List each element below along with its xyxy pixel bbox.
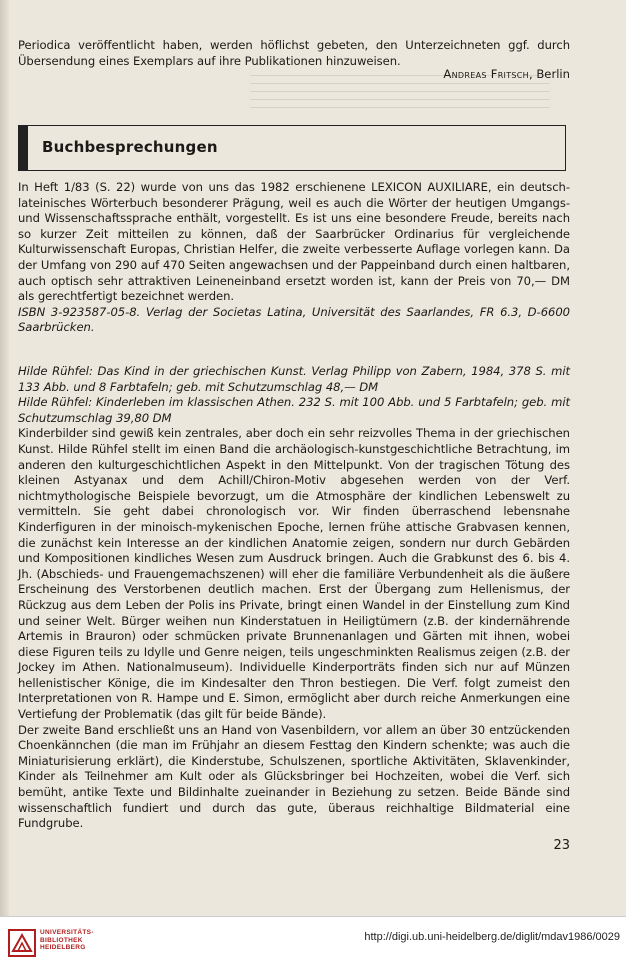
review-lexicon-body: In Heft 1/83 (S. 22) wurde von uns das 1982 erschienene LEXICON AUXILIARE, ein deutsch-lateinisches Wörterbuch besonderer Prägung, weil es auch die Wörter der heutigen Umgangs- und Wissenschaftssprache enthält, vorgestellt. Es ist uns eine besondere Freude, bereits nach so kurzer Zeit mitteilen zu können, daß der Saarbrücker Ordinarius für vergleichende Kulturwissenschaft Europas, Christian Helfer, die zweite verbesserte Auflage vorlegen kann. Da der Umfang von 290 auf 470 Seiten angewachsen und der Pappeinband durch einen haltbaren, auch optisch sehr attraktiven Leineneinband ersetzt worden ist, kann der Preis von 70,— DM als gerechtfertigt bezeichnet werden.: [18, 180, 570, 304]
page-number: 23: [553, 838, 570, 853]
intro-paragraph: Periodica veröffentlicht haben, werden höflichst gebeten, den Unterzeichneten ggf. durch Übersendung eines Exemplars auf ihre Publikationen hinzuweisen.: [18, 38, 570, 68]
signature-place: , Berlin: [528, 67, 570, 81]
review-ruehfel-para1: Kinderbilder sind gewiß kein zentrales, aber doch ein sehr reizvolles Thema in der griechischen Kunst. Hilde Rühfel stellt im einen Band die archäologisch-kunstgeschichtliche Betrachtung, im anderen den kulturgeschichtlichen Aspekt in den Mittelpunkt. Von der tragischen Tötung des kleinen Astyanax und dem Achill/Chiron-Motiv abgesehen werden von der Verf. nichtmythologische Beispiele bevorzugt, um die Atmosphäre der kindlichen Lebenswelt zu vermitteln. Sie geht dabei chronologisch vor. Wir finden überraschend lebensnahe Kinderfiguren in der minoisch-mykenischen Epoche, lernen frühe attische Grabvasen kennen, die zunächst kein Interesse an der kindlichen Anatomie zeigen, sondern nur durch Gebärden und Kompositionen kindliches Wesen zum Ausdruck bringen. Auch die Grabkunst des 6. bis 4. Jh. (Abschieds- und Frauengemachszenen) will eher die familiäre Verbundenheit als die äußere Erscheinung des Verstorbenen deutlich machen. Erst der Übergang zum Hellenismus, der Rückzug aus dem Leben der Polis ins Private, bringt einen Wandel in der Einstellung zum Kind und seiner Welt. Bürger weihen nun Kinderstatuen in Heiligtümern (z.B. der kindernährende Artemis in Brauron) oder schmücken private Brunnenanlagen und Gärten mit ihnen, wobei diese Figuren teils zu Idylle und Genre neigen, teils ungeschminkten Realismus zeigen (z.B. der Jockey im Athen. Nationalmuseum). Individuelle Kinderporträts finden sich nur auf Münzen hellenistischer Könige, die im Kindesalter den Thron bestiegen. Die Verf. folgt zumeist den Interpretationen von R. Hampe und E. Simon, ermöglicht aber durch reiche Anmerkungen eine Vertiefung der Problematik (das gilt für beide Bände).: [18, 426, 570, 722]
review-lexicon: [18, 180, 570, 336]
page-edge-shadow: [0, 0, 9, 966]
section-heading-box: [18, 125, 566, 171]
signature: [443, 67, 570, 83]
library-logo-icon: [8, 929, 36, 957]
footer-bar: [0, 916, 626, 967]
section-title: Buchbesprechungen: [42, 138, 218, 156]
review-ruehfel-para2: Der zweite Band erschließt uns an Hand von Vasenbildern, vor allem an über 30 entzückenden Choenkännchen (die man im Frühjahr an diesem Festtag den Kindern schenkte; was auch die Miniaturisierung erklärt), die Kinderstube, Schulszenen, sportliche Aktivitäten, Sklavenkinder, Kinder als Teilnehmer am Kult oder als Glücksbringer bei Hochzeiten, wobei die Verf. sich bemüht, antike Texte und Bildinhalte zueinander in Beziehung zu setzen. Beide Bände sind wissenschaftlich fundiert und durch das gute, überaus reichhaltige Bildmaterial eine Fundgrube.: [18, 722, 570, 831]
review-ruehfel: [18, 364, 570, 832]
library-logo-text: UNIVERSITÄTS- BIBLIOTHEK HEIDELBERG: [40, 929, 94, 952]
book-citation-2: Hilde Rühfel: Kinderleben im klassischen Athen. 232 S. mit 100 Abb. und 5 Farbtafeln; geb. mit Schutzumschlag 39,80 DM: [18, 395, 570, 425]
review-lexicon-isbn: ISBN 3-923587-05-8. Verlag der Societas Latina, Universität des Saarlandes, FR 6.3, D-6600 Saarbrücken.: [18, 304, 570, 335]
source-url-link[interactable]: http://digi.ub.uni-heidelberg.de/diglit/mdav1986/0029: [364, 931, 620, 943]
signature-name: Andreas Fritsch: [443, 67, 529, 81]
book-citation-1: Hilde Rühfel: Das Kind in der griechischen Kunst. Verlag Philipp von Zabern, 1984, 378 S. mit 133 Abb. und 8 Farbtafeln; geb. mit Schutzumschlag 48,— DM: [18, 364, 570, 394]
